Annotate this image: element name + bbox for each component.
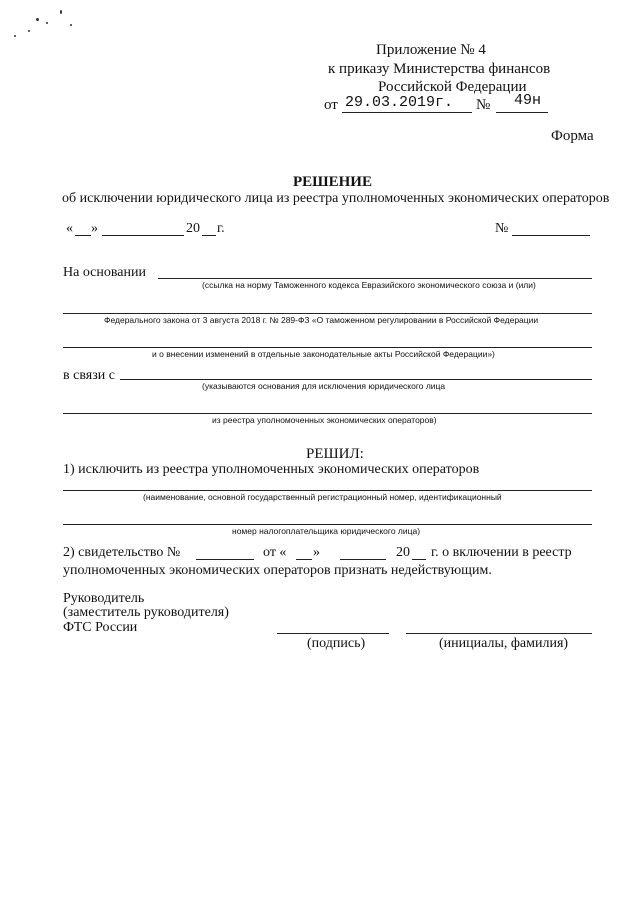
scan-speck bbox=[14, 35, 16, 37]
appendix-line-1: Приложение № 4 bbox=[376, 42, 486, 58]
date-year-prefix: 20 bbox=[186, 221, 200, 236]
appendix-number-prefix: № bbox=[476, 97, 491, 113]
basis-field-3[interactable] bbox=[63, 347, 592, 348]
appendix-date-prefix: от bbox=[324, 97, 338, 113]
item2-certificate-field[interactable] bbox=[196, 559, 254, 560]
scan-speck bbox=[70, 24, 72, 26]
item2-part-3: » bbox=[313, 545, 320, 560]
reason-label: в связи с bbox=[63, 368, 115, 383]
appendix-date-underline bbox=[342, 112, 472, 113]
item2-day-field[interactable] bbox=[296, 559, 312, 560]
reason-hint-2: из реестра уполномоченных экономических операторов) bbox=[212, 415, 437, 425]
signature-hint: (подпись) bbox=[307, 636, 366, 651]
item1-hint-2: номер налогоплательщика юридического лица) bbox=[232, 526, 421, 536]
scan-speck bbox=[36, 18, 39, 21]
scan-speck bbox=[60, 10, 62, 14]
appendix-number-underline bbox=[496, 112, 548, 113]
reason-field-2[interactable] bbox=[63, 413, 592, 414]
date-day-field[interactable] bbox=[75, 235, 91, 236]
item2-part-4: 20 bbox=[396, 545, 410, 560]
reason-hint-1: (указываются основания для исключения юридического лица bbox=[202, 381, 446, 391]
basis-hint-1: (ссылка на норму Таможенного кодекса Евразийского экономического союза и (или) bbox=[202, 280, 536, 290]
signatory-line-3: ФТС России bbox=[63, 620, 138, 635]
item2-part-2: от « bbox=[263, 545, 287, 560]
item2-part-5: г. о включении в реестр bbox=[431, 545, 572, 560]
signature-field[interactable] bbox=[277, 633, 389, 634]
scan-speck bbox=[28, 30, 30, 32]
item1-field-1[interactable] bbox=[63, 490, 592, 491]
date-month-field[interactable] bbox=[102, 235, 184, 236]
item2-line-2: уполномоченных экономических операторов признать недействующим. bbox=[63, 563, 492, 578]
item1-hint-1: (наименование, основной государственный регистрационный номер, идентификационный bbox=[143, 492, 502, 502]
item2-year-field[interactable] bbox=[412, 559, 426, 560]
basis-hint-2: Федерального закона от 3 августа 2018 г. № 289-ФЗ «О таможенном регулировании в Российской Федерации bbox=[104, 315, 539, 325]
date-quote-open: « bbox=[66, 221, 73, 236]
signatory-line-1: Руководитель bbox=[63, 591, 145, 606]
item2-month-field[interactable] bbox=[340, 559, 386, 560]
signatory-line-2: (заместитель руководителя) bbox=[63, 605, 229, 620]
date-year-suffix: г. bbox=[217, 221, 225, 236]
reason-field-1[interactable] bbox=[120, 379, 592, 380]
basis-field-2[interactable] bbox=[63, 313, 592, 314]
basis-label: На основании bbox=[63, 265, 146, 280]
appendix-date-value: 29.03.2019г. bbox=[345, 94, 454, 111]
date-year-field[interactable] bbox=[202, 235, 216, 236]
decided-heading: РЕШИЛ: bbox=[306, 446, 364, 462]
scan-speck bbox=[46, 22, 48, 24]
date-quote-close: » bbox=[91, 221, 98, 236]
item1-field-2[interactable] bbox=[63, 524, 592, 525]
form-label: Форма bbox=[551, 128, 594, 144]
page-title: РЕШЕНИЕ bbox=[293, 174, 372, 190]
item1-text: 1) исключить из реестра уполномоченных экономических операторов bbox=[63, 462, 480, 477]
decision-number-field[interactable] bbox=[512, 235, 590, 236]
appendix-number-value: 49н bbox=[514, 92, 542, 109]
decision-number-sign: № bbox=[495, 221, 509, 236]
basis-hint-3: и о внесении изменений в отдельные законодательные акты Российской Федерации») bbox=[152, 349, 495, 359]
appendix-line-2: к приказу Министерства финансов bbox=[328, 61, 551, 77]
basis-field-1[interactable] bbox=[158, 278, 592, 279]
item2-part-1: 2) свидетельство № bbox=[63, 545, 181, 560]
name-hint: (инициалы, фамилия) bbox=[439, 636, 569, 651]
name-field[interactable] bbox=[406, 633, 592, 634]
appendix-line-3: Российской Федерации bbox=[378, 79, 527, 95]
page-subtitle: об исключении юридического лица из реестра уполномоченных экономических операторов bbox=[62, 191, 610, 206]
